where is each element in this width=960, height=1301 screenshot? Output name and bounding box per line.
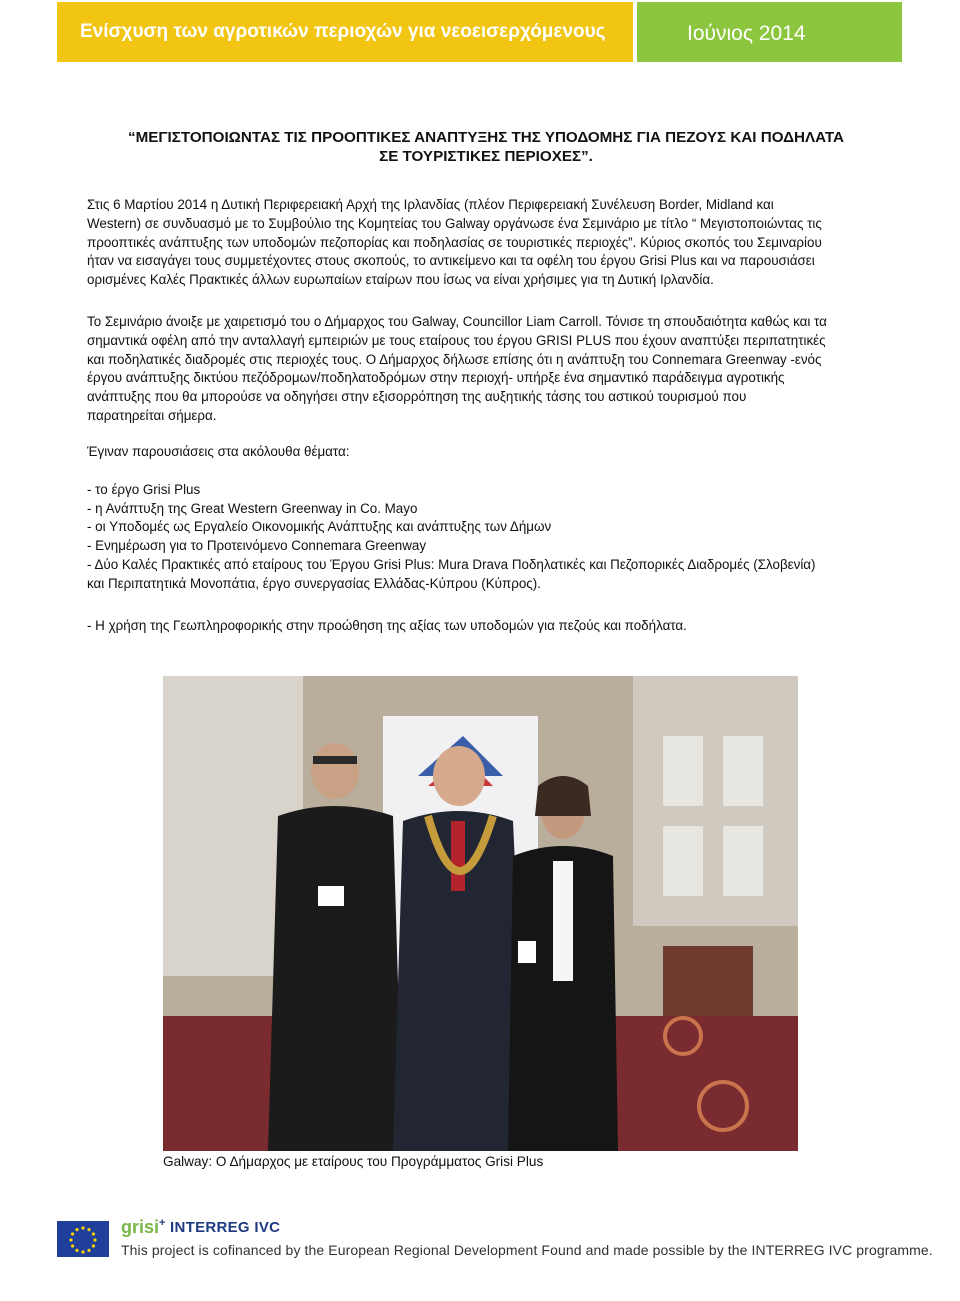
- presentations-intro: Έγιναν παρουσιάσεις στα ακόλουθα θέματα:: [87, 444, 350, 459]
- photo-caption: Galway: Ο Δήμαρχος με εταίρους του Προγράμματος Grisi Plus: [163, 1154, 544, 1169]
- paragraph-line: Στις 6 Μαρτίου 2014 η Δυτική Περιφερειακή Αρχή της Ιρλανδίας (πλέον Περιφερειακή Συνέλευση Border, Midland και: [87, 197, 774, 212]
- list-item: - Ενημέρωση για το Προτεινόμενο Connemara Greenway: [87, 538, 427, 554]
- grisi-logo: [121, 1217, 165, 1238]
- header-title: Ενίσχυση των αγροτικών περιοχών για νεοεισερχόμενους: [57, 2, 633, 62]
- paragraph-line: ορισμένες Καλές Πρακτικές άλλων ευρωπαίων εταίρων που ίσως να είναι χρήσιμες για τη Δυτική Ιρλανδία.: [87, 272, 714, 288]
- eu-flag-icon: [57, 1221, 109, 1257]
- paragraph-line: παρατηρείται σήμερα.: [87, 407, 217, 423]
- header-date: Ιούνιος 2014: [637, 2, 902, 62]
- paragraph-line: ανάπτυξης που θα μπορούσε να οδηγήσει στην εξισορρόπηση της αυξητικής τάσης του αστικού τουρισμού που: [87, 389, 747, 405]
- page-footer: [57, 1213, 933, 1273]
- paragraph-intro: [87, 196, 873, 290]
- paragraph-line: και ποδηλατικές διαδρομές στις περιοχές τους. Ο Δήμαρχος δήλωσε επίσης ότι η ανάπτυξη του Connemara Greenway -ενός: [87, 351, 822, 367]
- interreg-logo: INTERREG IVC: [170, 1219, 281, 1236]
- event-photo: [163, 676, 798, 1151]
- paragraph-line: ήταν να εισαγάγει τους συμμετέχοντες στους σκοπούς, το αντικείμενο και τα οφέλη του έργου Grisi Plus και να παρουσιάσει: [87, 253, 815, 269]
- article-title: [96, 128, 876, 166]
- presentations-list: [87, 481, 877, 593]
- list-item: και Περιπατητικά Μονοπάτια, έργο συνεργασίας Ελλάδας-Κύπρου (Κύπρος).: [87, 575, 541, 591]
- grisi-plus-mark: +: [159, 1217, 166, 1229]
- list-item: - οι Υποδομές ως Εργαλείο Οικονομικής Ανάπτυξης και ανάπτυξης των Δήμων: [87, 519, 552, 535]
- list-item: - το έργο Grisi Plus: [87, 482, 201, 497]
- paragraph-line: Το Σεμινάριο άνοιξε με χαιρετισμό του ο Δήμαρχος του Galway, Councillor Liam Carroll. Τόνισε τη σπουδαιότητα καθώς και τα: [87, 314, 827, 329]
- paragraph-line: προοπτικές ανάπτυξης των υποδομών πεζοπορίας και ποδηλασίας σε τουριστικές περιοχές”. Κύριος σκοπός του Σεμιναρίου: [87, 234, 822, 250]
- paragraph-line: έργου ανάπτυξης δικτύου πεζόδρομων/ποδηλατοδρόμων στην περιοχή- υπήρξε ένα σημαντικό παράδειγμα αγροτικής: [87, 370, 785, 386]
- paragraph-mayor: [87, 313, 873, 426]
- cofinancing-note: This project is cofinanced by the European Regional Development Found and made possible by the INTERREG IVC programme.: [121, 1242, 933, 1258]
- list-item: - η Ανάπτυξη της Great Western Greenway in Co. Mayo: [87, 500, 418, 516]
- event-photo-illustration: [163, 676, 798, 1151]
- article-title-line: “ΜΕΓΙΣΤΟΠΟΙΩΝΤΑΣ ΤΙΣ ΠΡΟΟΠΤΙΚΕΣ ΑΝΑΠΤΥΞΗΣ ΤΗΣ ΥΠΟΔΟΜΗΣ ΓΙΑ ΠΕΖΟΥΣ ΚΑΙ ΠΟΔΗΛΑΤΑ: [128, 129, 844, 146]
- paragraph-line: Western) σε συνδυασμό με το Συμβούλιο της Κομητείας του Galway οργάνωσε ένα Σεμινάριο με τίτλο “ Μεγιστοποιώντας τις: [87, 215, 822, 231]
- page-header: [57, 2, 902, 62]
- list-item-geoinformatics: - Η χρήση της Γεωπληροφορικής στην προώθηση της αξίας των υποδομών για πεζούς και ποδήλατα.: [87, 618, 687, 633]
- article-title-line: ΣΕ ΤΟΥΡΙΣΤΙΚΕΣ ΠΕΡΙΟΧΕΣ”.: [379, 148, 593, 165]
- list-item: - Δύο Καλές Πρακτικές από εταίρους του Έργου Grisi Plus: Mura Drava Ποδηλατικές και Πεζοπορικές Διαδρομές (Σλοβενία): [87, 556, 816, 572]
- grisi-logo-text: grisi: [121, 1217, 160, 1237]
- paragraph-line: σημαντικά οφέλη από την ανταλλαγή εμπειριών με τους εταίρους του έργου GRISI PLUS που έχουν αναπτύξει περιπατητικές: [87, 332, 826, 348]
